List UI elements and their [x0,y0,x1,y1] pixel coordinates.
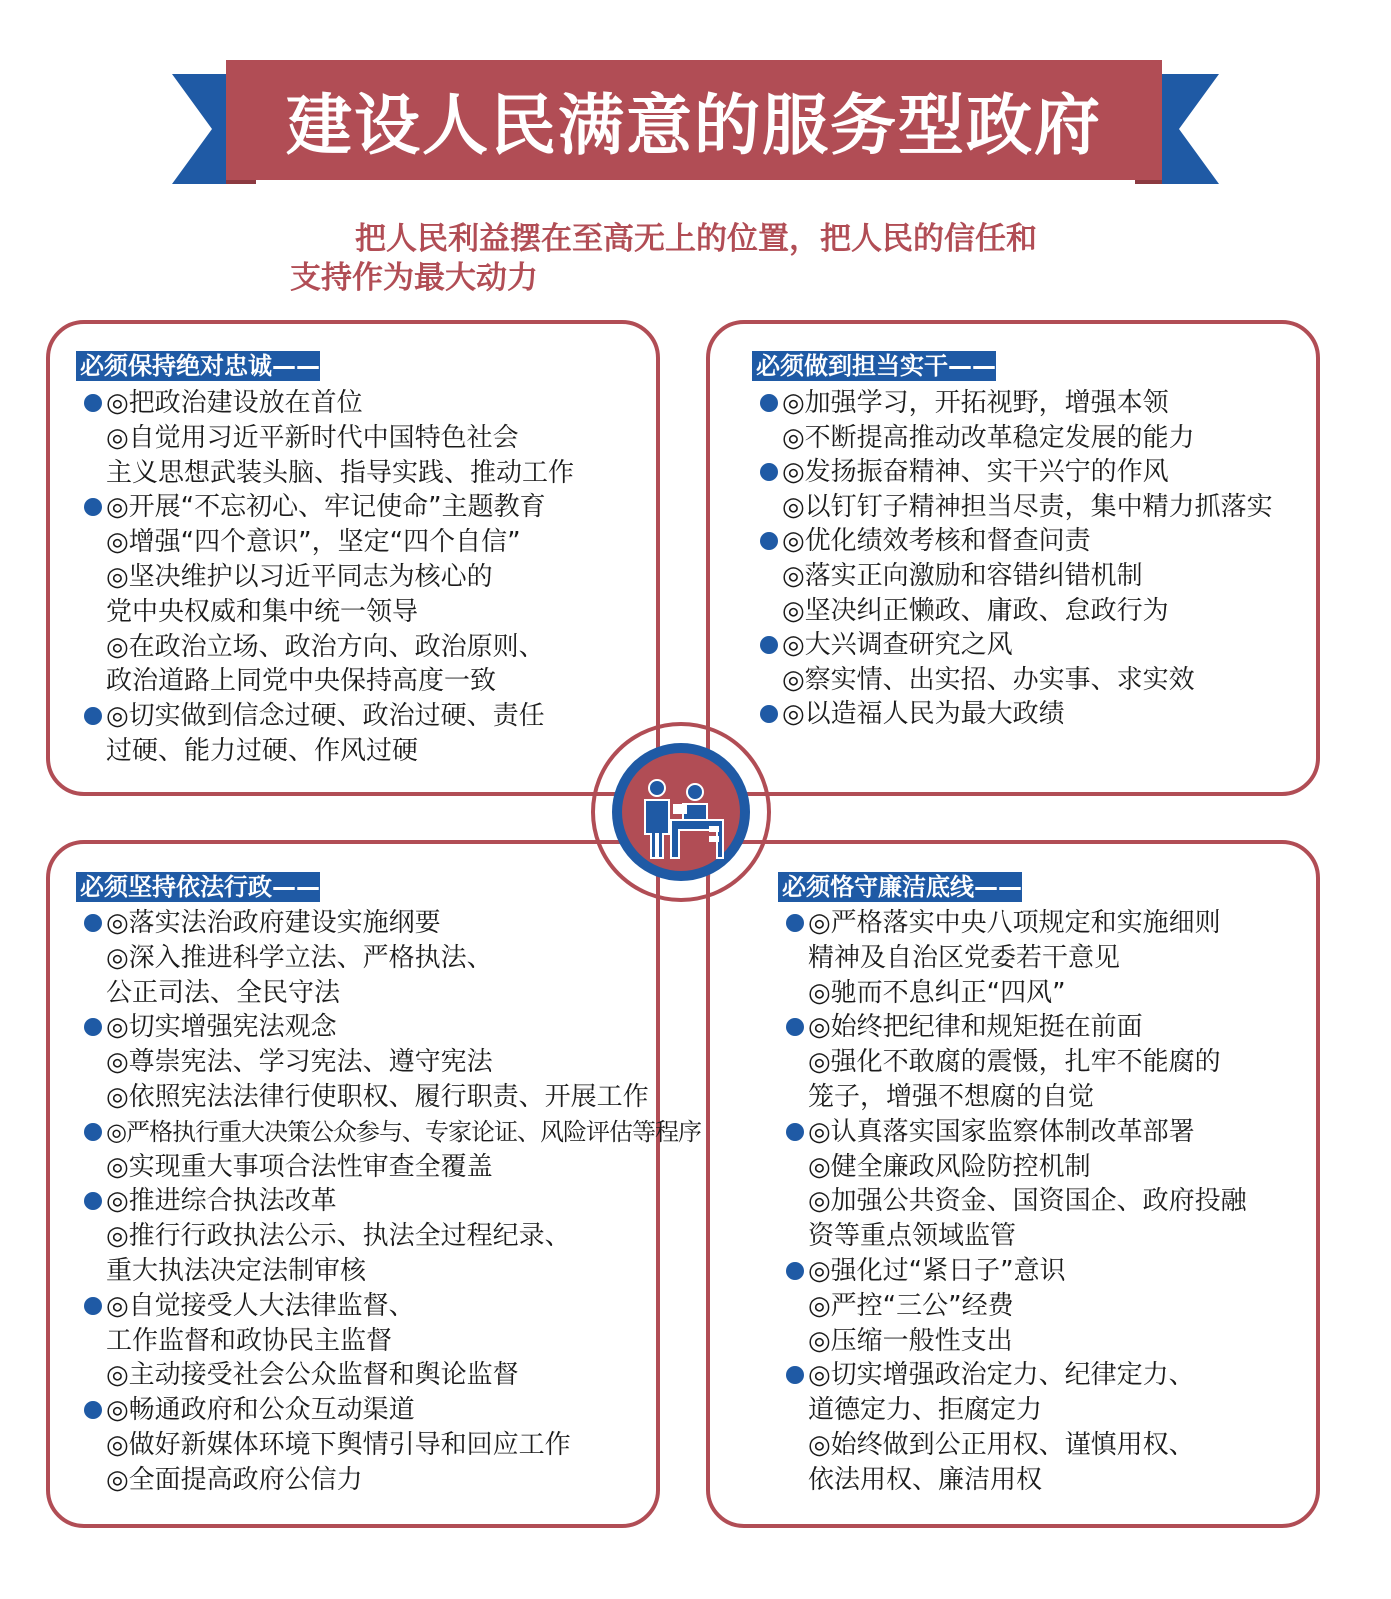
list-item-continuation: 依法用权、廉洁用权 [808,1464,1043,1495]
bullet-dot-icon [786,1123,804,1141]
list-item-continuation: 过硬、能力过硬、作风过硬 [106,736,419,766]
list-item-sub: ◎驰而不息纠正“四风” [808,977,1066,1008]
list-item-main: ◎优化绩效考核和督查问责 [782,526,1091,557]
bullet-dot-icon [84,394,102,412]
list-item-sub: ◎落实正向激励和容错纠错机制 [782,561,1143,591]
list-item-continuation: 重大执法决定法制审核 [106,1256,367,1286]
list-item-main: ◎落实法治政府建设实施纲要 [106,908,441,938]
list-item-main: ◎始终把纪律和规矩挺在前面 [808,1012,1143,1043]
bullet-dot-icon [760,394,778,412]
subtitle-line-2: 支持作为最大动力 [290,260,538,296]
list-item-sub: ◎压缩一般性支出 [808,1325,1013,1356]
list-item-sub: ◎推行行政执法公示、执法全过程纪录、 [106,1221,571,1252]
list-item-main: ◎畅通政府和公众互动渠道 [106,1395,415,1426]
bullet-dot-icon [786,1262,804,1280]
list-item-continuation: 精神及自治区党委若干意见 [808,942,1121,973]
list-item-main: ◎切实增强政治定力、纪律定力、 [808,1360,1195,1391]
list-item-sub: ◎察实情、出实招、办实事、求实效 [782,664,1195,695]
list-item-main: ◎推进综合执法改革 [106,1186,337,1217]
list-item-sub: ◎深入推进科学立法、严格执法、 [106,942,493,973]
subtitle-line-1: 把人民利益摆在至高无上的位置，把人民的信任和 [355,221,1037,257]
list-item-main: ◎严格落实中央八项规定和实施细则 [808,908,1221,938]
list-item-main: ◎切实做到信念过硬、政治过硬、责任 [106,701,545,732]
panel-responsibility-heading: 必须做到担当实干—— [752,351,996,381]
list-item-continuation: 笼子，增强不想腐的自觉 [808,1082,1095,1112]
panel-loyalty-heading: 必须保持绝对忠诚—— [76,351,320,381]
list-item-sub: ◎主动接受社会公众监督和舆论监督 [106,1360,519,1391]
page-title: 建设人民满意的服务型政府 [286,86,1102,164]
list-item-sub: ◎实现重大事项合法性审查全覆盖 [106,1151,493,1182]
list-item-sub: ◎健全廉政风险防控机制 [808,1151,1091,1182]
list-item-continuation: 公正司法、全民守法 [106,977,341,1008]
list-item-sub: ◎做好新媒体环境下舆情引导和回应工作 [106,1430,571,1460]
list-item-sub: ◎依照宪法法律行使职权、履行职责、开展工作 [106,1082,649,1112]
list-item-continuation: 党中央权威和集中统一领导 [106,596,419,627]
list-item-main: ◎以造福人民为最大政绩 [782,699,1065,730]
list-item-sub: ◎增强“四个意识”，坚定“四个自信” [106,527,521,558]
bullet-dot-icon [84,1297,102,1315]
panel-integrity-heading: 必须恪守廉洁底线—— [778,872,1022,902]
list-item-main: ◎把政治建设放在首位 [106,388,363,418]
list-item-continuation: 政治道路上同党中央保持高度一致 [106,666,497,697]
list-item-sub: ◎坚决维护以习近平同志为核心的 [106,562,493,592]
list-item-sub: ◎严控“三公”经费 [808,1290,1014,1321]
list-item-sub: ◎在政治立场、政治方向、政治原则、 [106,631,545,662]
bullet-dot-icon [84,1123,102,1141]
list-item-main: ◎强化过“紧日子”意识 [808,1256,1066,1286]
list-item-sub: ◎强化不敢腐的震慑，扎牢不能腐的 [808,1047,1221,1078]
panel-rule-of-law-heading: 必须坚持依法行政—— [76,872,320,902]
list-item-sub: ◎全面提高政府公信力 [106,1464,363,1495]
list-item-sub: ◎坚决纠正懒政、庸政、怠政行为 [782,595,1169,626]
service-counter-icon [591,722,771,902]
list-item-main: ◎严格执行重大决策公众参与、专家论证、风险评估等程序 [106,1117,701,1146]
list-item-main: ◎认真落实国家监察体制改革部署 [808,1116,1195,1147]
list-item-main: ◎开展“不忘初心、牢记使命”主题教育 [106,492,546,523]
list-item-sub: ◎始终做到公正用权、谨慎用权、 [808,1430,1195,1460]
list-item-sub: ◎尊崇宪法、学习宪法、遵守宪法 [106,1047,493,1078]
list-item-continuation: 资等重点领域监管 [808,1221,1017,1252]
list-item-main: ◎自觉接受人大法律监督、 [106,1290,415,1321]
list-item-main: ◎大兴调查研究之风 [782,630,1013,661]
list-item-continuation: 工作监督和政协民主监督 [106,1325,393,1356]
list-item-continuation: 道德定力、拒腐定力 [808,1395,1043,1426]
bullet-dot-icon [786,914,804,932]
bullet-dot-icon [84,914,102,932]
list-item-main: ◎发扬振奋精神、实干兴宁的作风 [782,457,1169,488]
list-item-sub: ◎加强公共资金、国资国企、政府投融 [808,1186,1247,1217]
list-item-sub: ◎以钉钉子精神担当尽责，集中精力抓落实 [782,491,1273,522]
list-item-main: ◎切实增强宪法观念 [106,1012,337,1043]
list-item-continuation: 主义思想武装头脑、指导实践、推动工作 [106,457,575,488]
list-item-sub: ◎不断提高推动改革稳定发展的能力 [782,422,1195,453]
list-item-sub: ◎自觉用习近平新时代中国特色社会 [106,422,519,453]
list-item-main: ◎加强学习，开拓视野，增强本领 [782,388,1169,418]
